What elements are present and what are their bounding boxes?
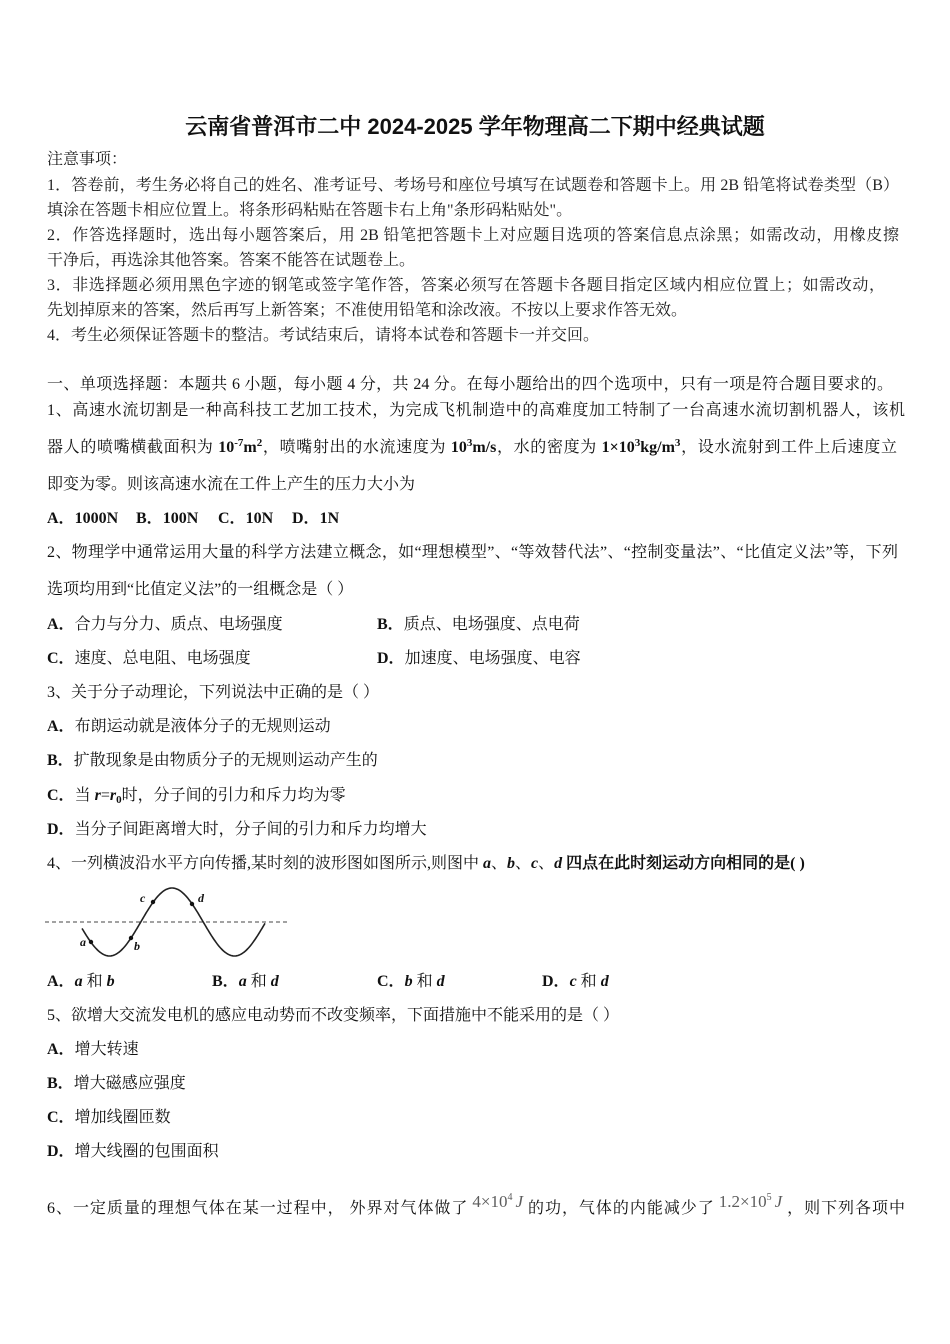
option-text: 增加线圈匝数: [74, 1109, 171, 1126]
point-letter: d: [600, 973, 609, 990]
q1-stem-line-1: 1、高速水流切割是一种高科技工艺加工技术，为完成飞机制造中的高难度加工特制了一台高速水流切割机器人，该机: [47, 402, 905, 419]
q5-option-a[interactable]: [47, 1039, 139, 1061]
q4-option-c[interactable]: [377, 971, 445, 993]
q1-option-c[interactable]: [218, 508, 273, 530]
q6-text: 6、一定质量的理想气体在某一过程中， 外界对气体做了: [47, 1200, 469, 1217]
page-title: 云南省普洱市二中 2024-2025 学年物理高二下期中经典试题: [185, 114, 765, 139]
notes-line-7: 4．考生必须保证答题卡的整洁。考试结束后，请将本试卷和答题卡一并交回。: [47, 327, 600, 344]
option-text: 和: [246, 973, 271, 990]
option-text: 和: [576, 973, 601, 990]
q6-text: ，则下列各项中: [786, 1200, 905, 1217]
option-text: 增大线圈的包围面积: [74, 1143, 219, 1160]
formula-mantissa: 4×10: [472, 1192, 508, 1211]
option-text: 当分子间距离增大时，分子间的引力和斥力均增大: [74, 821, 427, 838]
q2-option-a[interactable]: [47, 614, 283, 636]
q5-option-d[interactable]: [47, 1141, 219, 1163]
q1-text: ，水的密度为: [496, 439, 602, 456]
formula-exponent: 5: [766, 1192, 772, 1203]
energy-formula: [719, 1192, 782, 1211]
q1-number: 10: [218, 439, 235, 456]
option-text: 1000N: [74, 510, 119, 527]
point-letter: a: [74, 973, 83, 990]
q1-text: ，设水流射到工件上后速度立: [680, 439, 897, 456]
notes-line-4: 干净后，再选涂其他答案。答案不能答在试题卷上。: [47, 252, 416, 269]
q1-text: ，喷嘴射出的水流速度为: [262, 439, 451, 456]
option-label: C．: [47, 650, 75, 667]
option-label: C．: [218, 510, 246, 527]
option-text: 10N: [245, 510, 274, 527]
point-letter: b: [404, 973, 413, 990]
q1-option-a[interactable]: [47, 508, 118, 530]
option-label: D．: [542, 973, 570, 990]
q4-text: 、: [515, 855, 532, 872]
q1-unit: kg/m: [640, 439, 675, 456]
option-label: D．: [292, 510, 320, 527]
formula-unit: J: [774, 1192, 783, 1211]
variable-r: r: [94, 787, 101, 804]
q2-option-d[interactable]: [377, 648, 581, 670]
option-text: 当: [74, 787, 95, 804]
option-label: B．: [47, 752, 74, 769]
q4-stem: [47, 853, 805, 875]
q1-unit: m/s: [472, 439, 497, 456]
point-letter: b: [106, 973, 115, 990]
option-label: A．: [47, 616, 75, 633]
point-c-dot: [151, 900, 155, 904]
point-b-dot: [129, 936, 133, 940]
notes-heading: 注意事项：: [47, 151, 128, 168]
option-text: 增大磁感应强度: [73, 1075, 186, 1092]
option-text: 扩散现象是由物质分子的无规则运动产生的: [73, 752, 378, 769]
q4-option-a[interactable]: [47, 971, 115, 993]
q1-stem-line-2: [47, 437, 897, 459]
option-label: D．: [47, 821, 75, 838]
notes-line-3: 2．作答选择题时，选出每小题答案后，用 2B 铅笔把答题卡上对应题目选项的答案信息点涂黑；如需改动，用橡皮擦: [47, 227, 899, 244]
q3-option-d[interactable]: [47, 819, 427, 841]
q1-text: 器人的喷嘴横截面积为: [47, 439, 219, 456]
option-label: A．: [47, 510, 75, 527]
option-text: 和: [82, 973, 107, 990]
subscript: 0: [116, 794, 122, 806]
option-label: D．: [377, 650, 405, 667]
q1-unit: m: [243, 439, 257, 456]
q1-option-d[interactable]: [292, 508, 339, 530]
q1-number: 10: [450, 439, 467, 456]
point-b: b: [507, 855, 516, 872]
q1-stem-line-3: 即变为零。则该高速水流在工件上产生的压力大小为: [47, 476, 416, 493]
option-text: 加速度、电场强度、电容: [404, 650, 581, 667]
option-text: 增大转速: [74, 1041, 139, 1058]
option-text: 合力与分力、质点、电场强度: [74, 616, 283, 633]
q6-text: 的功，气体的内能减少了: [527, 1200, 715, 1217]
q4-text: 4、一列横波沿水平方向传播,某时刻的波形图如图所示,则图中: [47, 855, 484, 872]
q1-superscript: 3: [634, 437, 641, 449]
point-a: a: [483, 855, 492, 872]
option-label: B．: [47, 1075, 74, 1092]
point-letter: d: [436, 973, 445, 990]
notes-line-1: 1．答卷前，考生务必将自己的姓名、准考证号、考场号和座位号填写在试题卷和答题卡上。用 2B 铅笔将试卷类型（B）: [47, 177, 899, 194]
point-a-dot: [89, 940, 93, 944]
label-c: c: [140, 891, 146, 905]
notes-line-5: 3．非选择题必须用黑色字迹的钢笔或签字笔作答，答案必须写在答题卡各题目指定区域内相应位置上；如需改动，: [47, 277, 885, 294]
option-text: 时，分子间的引力和斥力均为零: [121, 787, 346, 804]
section-heading: 一、单项选择题：本题共 6 小题，每小题 4 分，共 24 分。在每小题给出的四个选项中，只有一项是符合题目要求的。: [47, 376, 893, 393]
label-a: a: [80, 935, 86, 949]
formula-exponent: 4: [507, 1192, 513, 1203]
formula-unit: J: [515, 1192, 524, 1211]
work-formula: [472, 1192, 523, 1211]
q1-superscript: 3: [674, 437, 681, 449]
point-d: d: [554, 855, 563, 872]
q2-option-c[interactable]: [47, 648, 251, 670]
option-text: 和: [412, 973, 437, 990]
q3-option-b[interactable]: [47, 750, 378, 772]
option-label: A．: [47, 973, 75, 990]
point-c: c: [531, 855, 539, 872]
q5-option-c[interactable]: [47, 1107, 171, 1129]
point-letter: d: [270, 973, 279, 990]
q4-text: 、: [491, 855, 508, 872]
option-label: A．: [47, 1041, 75, 1058]
label-d: d: [198, 891, 204, 905]
wave-figure: [40, 876, 300, 968]
option-label: C．: [47, 1109, 75, 1126]
notes-line-6: 先划掉原来的答案，然后再写上新答案；不准使用铅笔和涂改液。不按以上要求作答无效。: [47, 302, 688, 319]
formula-mantissa: 1.2×10: [718, 1192, 767, 1211]
q3-option-a[interactable]: [47, 716, 331, 738]
option-text: 布朗运动就是液体分子的无规则运动: [74, 718, 331, 735]
option-text: 1N: [319, 510, 340, 527]
q5-stem: 5、欲增大交流发电机的感应电动势而不改变频率，下面措施中不能采用的是（ ）: [47, 1007, 620, 1024]
label-b: b: [134, 939, 140, 953]
option-label: D．: [47, 1143, 75, 1160]
option-text: 质点、电场强度、点电荷: [403, 616, 580, 633]
q1-superscript: 2: [256, 437, 263, 449]
point-letter: a: [238, 973, 247, 990]
option-label: B．: [136, 510, 163, 527]
q2-option-b[interactable]: [377, 614, 580, 636]
notes-line-2: 填涂在答题卡相应位置上。将条形码粘贴在答题卡右上角"条形码粘贴处"。: [47, 202, 573, 219]
option-label: C．: [377, 973, 405, 990]
q4-option-b[interactable]: [212, 971, 279, 993]
q6-stem: [47, 1187, 905, 1220]
variable-r: r: [109, 787, 117, 804]
q4-text: 、: [538, 855, 555, 872]
q4-text: 四点在此时刻运动方向相同的是( ): [562, 855, 805, 872]
q1-number: 1×10: [601, 439, 635, 456]
q5-option-b[interactable]: [47, 1073, 186, 1095]
option-label: B．: [212, 973, 239, 990]
q3-stem: 3、关于分子动理论，下列说法中正确的是（ ）: [47, 684, 380, 701]
option-text: 速度、总电阻、电场强度: [74, 650, 251, 667]
q4-option-d[interactable]: [542, 971, 609, 993]
q1-superscript: -7: [234, 437, 244, 449]
q2-stem-line-2: 选项均用到“比值定义法”的一组概念是（ ）: [47, 581, 354, 598]
q1-option-b[interactable]: [136, 508, 198, 530]
q1-superscript: 3: [466, 437, 473, 449]
q2-stem-line-1: 2、物理学中通常运用大量的科学方法建立概念，如“理想模型”、“等效替代法”、“控制变量法”、“比值定义法”等，下列: [47, 544, 898, 561]
option-label: A．: [47, 718, 75, 735]
option-text: 100N: [162, 510, 199, 527]
option-label: C．: [47, 787, 75, 804]
point-d-dot: [190, 902, 194, 906]
equals-sign: =: [100, 787, 110, 804]
point-letter: c: [569, 973, 577, 990]
q3-option-c[interactable]: [47, 785, 346, 807]
option-label: B．: [377, 616, 404, 633]
